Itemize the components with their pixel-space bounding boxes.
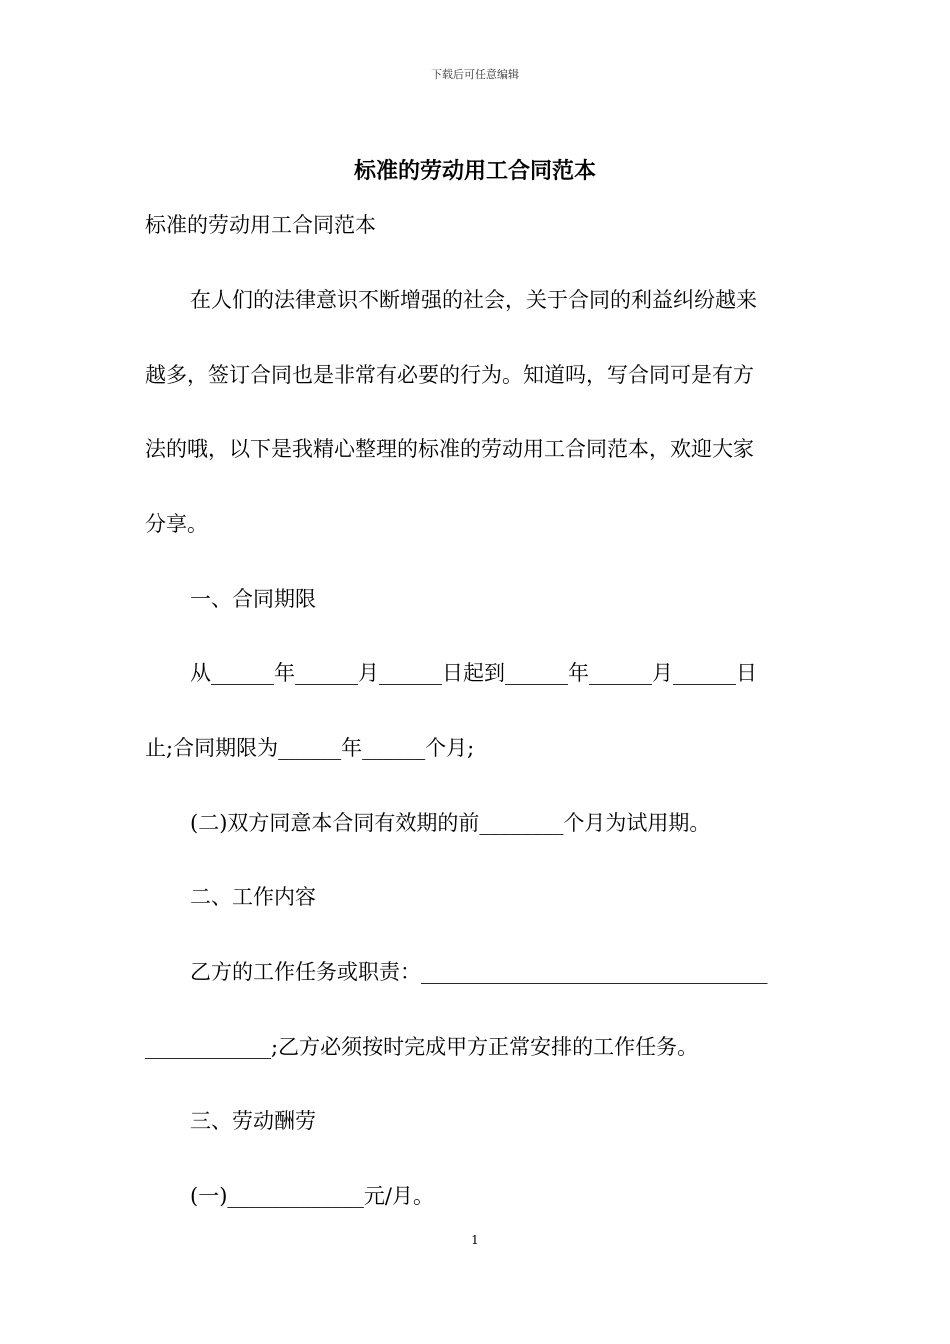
work-duties-line-1: 乙方的工作任务或职责：_________________________________: [190, 960, 768, 984]
contract-term-dates-line: 从______年______月______日起到______年______月______日: [190, 661, 757, 685]
intro-line-3: 法的哦，以下是我精心整理的标准的劳动用工合同范本，欢迎大家: [145, 437, 754, 461]
intro-line-4: 分享。: [145, 512, 208, 536]
page-number: 1: [471, 1233, 479, 1247]
contract-term-duration-line: 止;合同期限为______年______个月;: [145, 736, 475, 760]
section-heading-work-content: 二、工作内容: [190, 885, 316, 909]
probation-period-line: (二)双方同意本合同有效期的前________个月为试用期。: [190, 811, 711, 835]
document-subtitle: 标准的劳动用工合同范本: [145, 213, 376, 237]
section-heading-remuneration: 三、劳动酬劳: [190, 1109, 316, 1133]
monthly-salary-line: (一)_____________元/月。: [190, 1184, 434, 1208]
section-heading-contract-term: 一、合同期限: [190, 587, 316, 611]
document-title: 标准的劳动用工合同范本: [353, 158, 596, 184]
intro-line-1: 在人们的法律意识不断增强的社会，关于合同的利益纠纷越来: [190, 288, 757, 312]
intro-line-2: 越多，签订合同也是非常有必要的行为。知道吗，写合同可是有方: [145, 363, 754, 387]
work-duties-line-2: ____________;乙方必须按时完成甲方正常安排的工作任务。: [145, 1035, 699, 1059]
page-header-note: 下载后可任意编辑: [431, 68, 519, 81]
